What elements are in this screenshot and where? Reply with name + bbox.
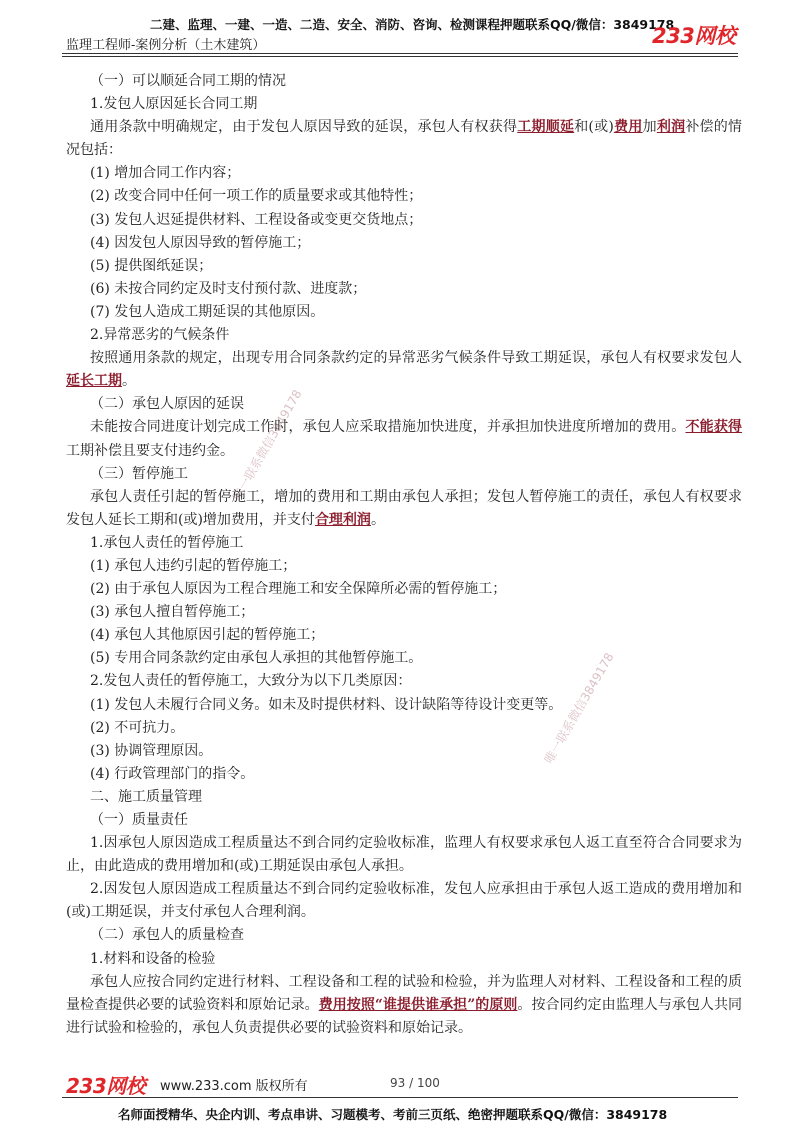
paragraph: 2.因发包人原因造成工程质量达不到合同约定验收标准，发包人应承担由于承包人返工造成的费用增加和(或)工期延误，并支付承包人合理利润。 <box>66 881 742 921</box>
paragraph: 承包人责任引起的暂停施工，增加的费用和工期由承包人承担；发包人暂停施工的责任，承包人有权要求发包人延长工期和(或)增加费用，并支付合理利润。 <box>66 488 742 528</box>
section-heading: （一）可以顺延合同工期的情况 <box>90 73 286 89</box>
highlight-term: 延长工期 <box>66 373 122 390</box>
section-heading: （二）承包人的质量检查 <box>90 927 244 944</box>
list-item: (1) 发包人未履行合同义务。如未及时提供材料、设计缺陷等待设计变更等。 <box>90 696 563 713</box>
list-item: (1) 增加合同工作内容； <box>90 165 241 182</box>
header-rule <box>62 53 738 57</box>
subsection-heading: 1.发包人原因延长合同工期 <box>90 96 258 113</box>
paragraph: 承包人应按合同约定进行材料、工程设备和工程的试验和检验，并为监理人对材料、工程设备和工程的质量检查提供必要的试验资料和原始记录。费用按照“谁提供谁承担”的原则。按合同约定由监理人与承包人共同进行试验和检验的，承包人负责提供必要的试验资料和原始记录。 <box>66 973 743 1036</box>
list-item: (3) 承包人擅自暂停施工； <box>90 604 255 621</box>
footer-rule <box>62 1097 738 1098</box>
header-promo: 二建、监理、一建、一造、二造、安全、消防、咨询、检测课程押题联系QQ/微信：3849178 <box>150 17 675 32</box>
footer-promo: 名师面授精华、央企内训、考点串讲、习题模考、考前三页纸、绝密押题联系QQ/微信：3849178 <box>118 1107 668 1122</box>
highlight-term: 合理利润 <box>314 511 371 528</box>
list-item: (4) 承包人其他原因引起的暂停施工； <box>90 627 325 644</box>
section-heading: （二）承包人原因的延误 <box>90 396 244 413</box>
highlight-term: 费用按照“谁提供谁承担”的原则 <box>318 996 518 1013</box>
footer-site: www.233.com 版权所有 <box>160 1079 308 1094</box>
highlight-term: 不能获得 <box>685 419 743 436</box>
subsection-heading: 1.承包人责任的暂停施工 <box>90 534 244 551</box>
section-heading: （三）暂停施工 <box>90 465 188 482</box>
section-heading: 二、施工质量管理 <box>90 788 202 805</box>
footer-logo: 233网校 <box>66 1074 146 1098</box>
paragraph: 1.因承包人原因造成工程质量达不到合同约定验收标准，监理人有权要求承包人返工直至符合合同要求为止，由此造成的费用增加和(或)工期延误由承包人承担。 <box>66 835 742 875</box>
list-item: (5) 提供图纸延误； <box>90 257 213 274</box>
paragraph: 按照通用条款的规定，出现专用合同条款约定的异常恶劣气候条件导致工期延误，承包人有权要求发包人延长工期。 <box>66 350 742 390</box>
list-item: (6) 未按合同约定及时支付预付款、进度款； <box>90 280 367 297</box>
subsection-heading: 1.材料和设备的检验 <box>90 950 216 967</box>
highlight-term: 工期顺延 <box>517 119 575 136</box>
subsection-heading: 2.异常恶劣的气候条件 <box>90 327 230 344</box>
highlight-term: 利润 <box>656 119 686 136</box>
watermark: 唯一联系微信3849178 <box>229 387 305 503</box>
section-heading: （一）质量责任 <box>90 812 188 828</box>
list-item: (3) 发包人迟延提供材料、工程设备或变更交货地点； <box>90 211 423 228</box>
page-number: 93 / 100 <box>390 1076 440 1090</box>
header-logo: 233网校 <box>652 24 736 48</box>
highlight-term: 费用 <box>613 119 643 136</box>
list-item: (5) 专用合同条款约定由承包人承担的其他暂停施工。 <box>90 650 423 667</box>
list-item: (2) 由于承包人原因为工程合理施工和安全保障所必需的暂停施工； <box>90 581 507 598</box>
list-item: (4) 行政管理部门的指令。 <box>90 765 255 782</box>
list-item: (7) 发包人造成工期延误的其他原因。 <box>90 303 325 320</box>
subsection-heading: 2.发包人责任的暂停施工，大致分为以下几类原因： <box>90 673 412 690</box>
list-item: (3) 协调管理原因。 <box>90 742 213 759</box>
list-item: (2) 不可抗力。 <box>90 719 185 736</box>
document-body <box>66 70 742 1040</box>
paragraph: 未能按合同进度计划完成工作时，承包人应采取措施加快进度，并承担加快进度所增加的费用。不能获得工期补偿且要支付违约金。 <box>66 419 743 459</box>
header-doc-title: 监理工程师-案例分析（土木建筑） <box>66 38 266 53</box>
list-item: (4) 因发包人原因导致的暂停施工； <box>90 234 311 251</box>
paragraph: 通用条款中明确规定，由于发包人原因导致的延误，承包人有权获得工期顺延和(或)费用加利润补偿的情况包括： <box>66 119 743 159</box>
list-item: (2) 改变合同中任何一项工作的质量要求或其他特性； <box>90 188 423 205</box>
list-item: (1) 承包人违约引起的暂停施工； <box>90 557 297 574</box>
watermark: 唯一联系微信3849178 <box>541 650 617 766</box>
